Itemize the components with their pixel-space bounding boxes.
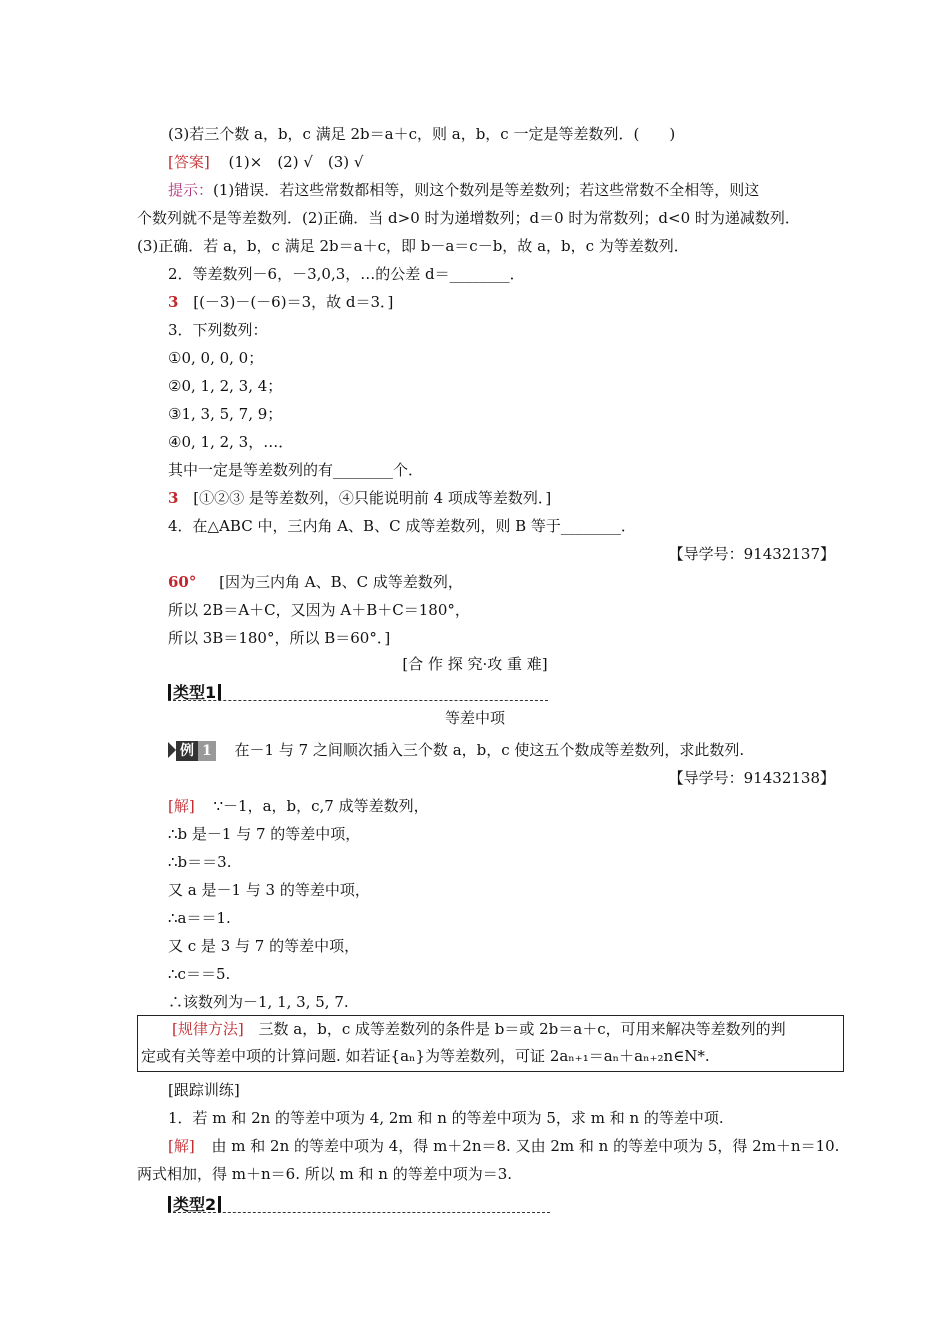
type-2-bar-end — [218, 1196, 221, 1212]
answer-tag: [答案] — [168, 153, 210, 171]
track-solution-line-1 — [168, 1136, 839, 1156]
track-solution-line-2: 两式相加，得 m＋n＝6. 所以 m 和 n 的等差中项为＝3. — [137, 1165, 513, 1183]
type-2-bar — [168, 1196, 171, 1212]
track-question-1: 1．若 m 和 2n 的等差中项为 4, 2m 和 n 的等差中项为 5，求 m 和 n 的等差中项. — [168, 1109, 724, 1127]
hint-line-1 — [168, 180, 759, 200]
hint-text-1: (1)错误．若这些常数都相等，则这个数列是等差数列；若这些常数不全相等，则这 — [213, 181, 760, 199]
type-2-divider — [168, 1212, 550, 1213]
answer-4-value: 60° — [168, 573, 197, 591]
solution-tag: [解] — [168, 797, 195, 815]
question-3-item-1: ①0, 0, 0, 0； — [168, 349, 264, 367]
question-3-item-3: ③1, 3, 5, 7, 9； — [168, 405, 283, 423]
solution-line-1 — [168, 796, 429, 816]
example-arrow-icon — [168, 742, 176, 758]
answer-4-line-3: 所以 3B＝180°，所以 B＝60°．] — [168, 629, 391, 647]
type-2-label: 类型2 — [173, 1195, 217, 1214]
method-line-1 — [172, 1019, 786, 1039]
example-label: 例 — [176, 741, 198, 761]
solution-text-1: ∵－1，a，b，c,7 成等差数列， — [213, 797, 429, 815]
answer-3-value: 3 — [168, 489, 179, 507]
answer-values: (1)× (2) √ (3) √ — [228, 153, 364, 171]
example-number: 1 — [198, 741, 216, 761]
question-3-item-4: ④0, 1, 2, 3，…． — [168, 433, 294, 451]
solution-line-3: ∴b＝＝3. — [168, 853, 232, 871]
hint-tag: 提示： — [168, 181, 214, 199]
question-3-item-2: ②0, 1, 2, 3, 4； — [168, 377, 283, 395]
solution-line-7: ∴c＝＝5. — [168, 965, 231, 983]
type-1-divider — [168, 700, 548, 701]
type-1-bar — [168, 684, 171, 700]
answer-2-value: 3 — [168, 293, 179, 311]
method-line-2: 定或有关等差中项的计算问题. 如若证{aₙ}为等差数列，可证 2aₙ₊₁＝aₙ＋aₙ₊₂n∈N*. — [141, 1047, 710, 1065]
type-1-bar-end — [218, 684, 221, 700]
track-solution-tag: [解] — [168, 1137, 195, 1155]
solution-line-4: 又 a 是－1 与 3 的等差中项， — [168, 881, 370, 899]
question-3: 3．下列数列： — [168, 321, 268, 339]
example-text: 在－1 与 7 之间顺次插入三个数 a，b，c 使这五个数成等差数列，求此数列. — [234, 741, 745, 759]
question-2: 2．等差数列－6，－3,0,3，…的公差 d＝________． — [168, 265, 525, 283]
answer-2-text: [(－3)－(－6)＝3，故 d＝3．] — [193, 293, 394, 311]
type-1-label: 类型1 — [173, 683, 217, 702]
solution-line-5: ∴a＝＝1. — [168, 909, 231, 927]
question-1-3: (3)若三个数 a，b，c 满足 2b＝a＋c，则 a，b，c 一定是等差数列．( ) — [168, 125, 676, 143]
track-title: [跟踪训练] — [168, 1081, 240, 1099]
track-solution-text-1: 由 m 和 2n 的等差中项为 4，得 m＋2n＝8. 又由 2m 和 n 的等差中项为 5，得 2m＋n＝10. — [211, 1137, 840, 1155]
guide-number-1: 【导学号：91432137】 — [668, 545, 835, 563]
hint-line-2: 个数列就不是等差数列．(2)正确．当 d>0 时为递增数列；d＝0 时为常数列；d<0 时为递减数列． — [137, 209, 800, 227]
answer-2 — [168, 292, 393, 312]
example-1 — [168, 740, 744, 761]
question-3-ask: 其中一定是等差数列的有________个． — [168, 461, 424, 479]
answer-4-text-1: [因为三内角 A、B、C 成等差数列， — [219, 573, 463, 591]
method-tag: [规律方法] — [172, 1020, 244, 1038]
answer-3-text: [①②③ 是等差数列，④只能说明前 4 项成等差数列．] — [193, 489, 552, 507]
guide-number-2: 【导学号：91432138】 — [668, 769, 835, 787]
solution-line-8: ∴该数列为－1, 1, 3, 5, 7. — [168, 993, 349, 1011]
method-text-1: 三数 a，b，c 成等差数列的条件是 b＝或 2b＝a＋c，可用来解决等差数列的判 — [258, 1020, 786, 1038]
hint-line-3: (3)正确．若 a，b，c 满足 2b＝a＋c，即 b－a＝c－b，故 a，b，c 为等差数列． — [137, 237, 689, 255]
answer-line — [168, 152, 363, 172]
answer-4-line-2: 所以 2B＝A＋C，又因为 A＋B＋C＝180°， — [168, 601, 470, 619]
solution-line-2: ∴b 是－1 与 7 的等差中项， — [168, 825, 361, 843]
question-4: 4．在△ABC 中，三内角 A、B、C 成等差数列，则 B 等于________． — [168, 517, 636, 535]
answer-4-line-1 — [168, 572, 463, 592]
type-1-title: 等差中项 — [444, 709, 505, 727]
solution-line-6: 又 c 是 3 与 7 的等差中项， — [168, 937, 360, 955]
answer-3 — [168, 488, 551, 508]
section-title: [合 作 探 究·攻 重 难] — [402, 655, 548, 673]
